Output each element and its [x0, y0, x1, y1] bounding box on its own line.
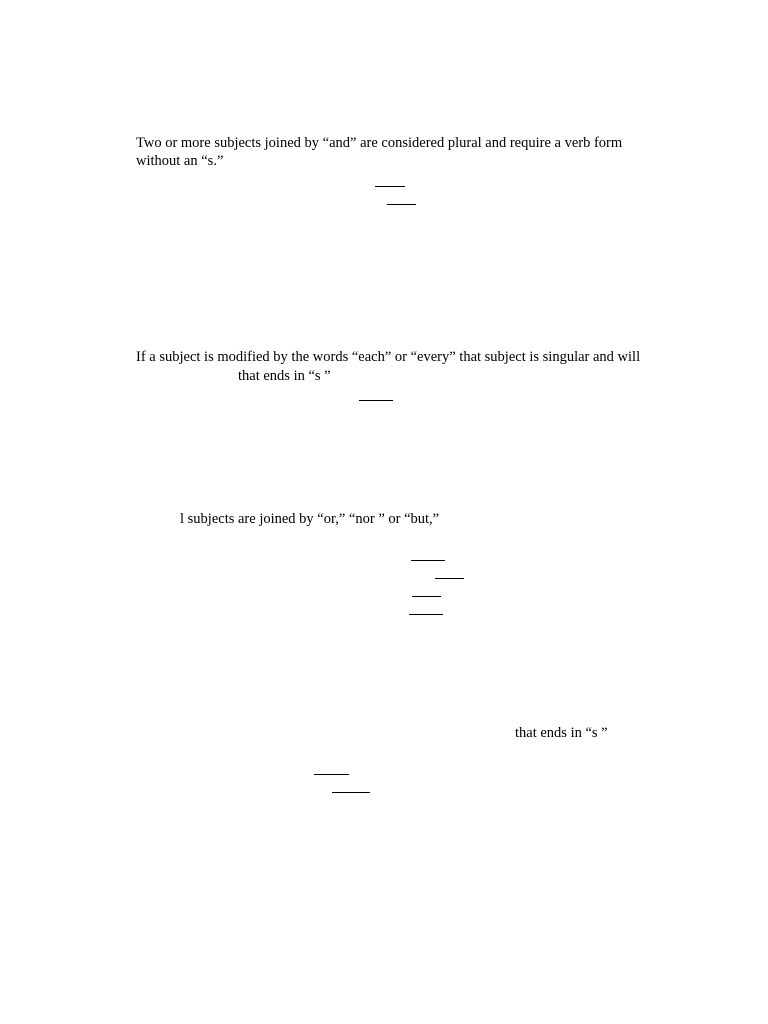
- rule3-line1: l subjects are joined by “or,” “nor ” or “but,”: [180, 511, 440, 527]
- answer-blank: [411, 560, 445, 561]
- rule2-line1: If a subject is modified by the words “each” or “every” that subject is singular and will: [136, 349, 641, 365]
- answer-blank: [435, 578, 464, 579]
- rule1-line2: without an “s.”: [136, 153, 224, 169]
- answer-blank: [412, 596, 441, 597]
- answer-blank: [332, 792, 370, 793]
- answer-blank: [359, 400, 393, 401]
- rule2-line2: that ends in “s ”: [238, 368, 331, 384]
- rule1-line1: Two or more subjects joined by “and” are considered plural and require a verb form: [136, 135, 623, 151]
- rule4-line1: that ends in “s ”: [515, 725, 608, 741]
- answer-blank: [387, 204, 416, 205]
- answer-blank: [409, 614, 443, 615]
- answer-blank: [375, 186, 405, 187]
- answer-blank: [314, 774, 349, 775]
